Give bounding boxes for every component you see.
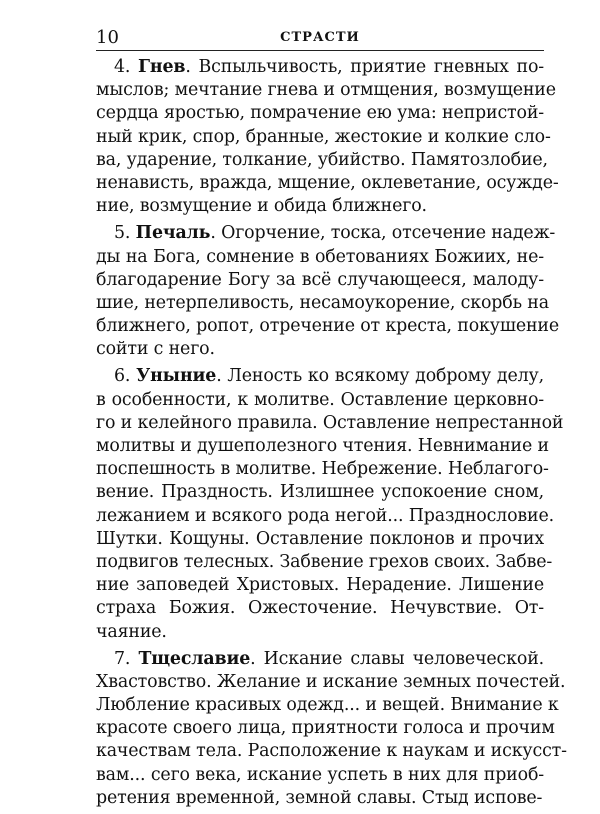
line-text: ближнего, ропот, отречение от креста, покушение — [96, 316, 560, 337]
text-line — [96, 269, 544, 292]
text-line — [96, 435, 549, 458]
line-text: поспешность в молитве. Небрежение. Неблагого- — [96, 459, 549, 480]
line-text: в особенности, к молитве. Оставление церковно- — [96, 389, 544, 410]
text-line — [96, 102, 544, 125]
text-line — [96, 412, 564, 435]
line-text: шие, нетерпеливость, несамоукорение, скорбь на — [96, 292, 549, 313]
item-number: 4. — [114, 57, 139, 77]
text-line — [96, 126, 551, 149]
line-text: ретения временной, земной славы. Стыд испове- — [96, 787, 543, 808]
text-line — [96, 195, 544, 218]
text-line — [96, 717, 555, 740]
text-line — [96, 389, 544, 412]
line-text: ненависть, вражда, мщение, оклеветание, осужде- — [96, 172, 559, 193]
line-text: сердца яростью, помрачение ею ума: непристой- — [96, 103, 544, 124]
line-text: . Огорчение, тоска, отсечение надеж- — [210, 223, 556, 244]
line-text: вам... сего века, искание успеть в них для приоб- — [96, 764, 544, 785]
line-text: . Леность ко всякому доброму делу, — [216, 366, 544, 387]
running-title: СТРАСТИ — [280, 30, 360, 45]
text-line — [96, 292, 549, 315]
text-line — [96, 338, 544, 361]
line-text: ние заповедей Христовых. Нерадение. Лишение — [96, 575, 544, 596]
text-line — [96, 528, 544, 551]
item-number: 7. — [114, 648, 139, 669]
paragraph — [96, 648, 567, 810]
text-line — [96, 172, 559, 195]
text-line — [96, 764, 544, 787]
line-text: ный крик, спор, бранные, жестокие и колкие сло- — [96, 126, 551, 147]
page-header — [96, 24, 544, 50]
text-line — [96, 597, 544, 620]
page-body — [96, 56, 567, 814]
text-line — [96, 481, 544, 504]
line-text: молитвы и душеполезного чтения. Невнимание и — [96, 436, 549, 456]
header-rule — [96, 50, 544, 51]
line-text: Хвастовство. Желание и искание земных почестей. — [96, 671, 566, 692]
text-line — [96, 365, 544, 388]
line-text: благодарение Богу за всё случающееся, малоду- — [96, 269, 544, 290]
line-text: вение. Праздность. Излишнее успокоение сном, — [96, 482, 544, 503]
paragraph — [96, 56, 559, 218]
line-text: го и келейного правила. Оставление непрестанной — [96, 412, 564, 433]
text-line — [96, 315, 560, 338]
text-line — [96, 222, 556, 245]
line-text: страха Божия. Ожесточение. Нечувствие. От- — [96, 598, 544, 619]
passion-term: Уныние — [136, 366, 217, 387]
passion-term: Тщеславие — [138, 648, 251, 669]
text-line — [96, 246, 544, 269]
text-line — [96, 740, 567, 763]
text-line — [96, 505, 555, 528]
text-line — [96, 648, 544, 671]
line-text: чаяние. — [96, 621, 167, 642]
text-line — [96, 458, 549, 481]
paragraph — [96, 365, 564, 643]
passion-term: Гнев — [138, 57, 186, 77]
line-text: сойти с него. — [96, 339, 215, 360]
line-text: Любление красивых одежд... и вещей. Внимание к — [96, 695, 559, 716]
line-text: ние, возмущение и обида ближнего. — [96, 196, 427, 217]
text-line — [96, 574, 544, 597]
text-line — [96, 621, 544, 644]
line-text: красоте своего лица, приятности голоса и прочим — [96, 718, 555, 739]
line-text: мыслов; мечтание гнева и отмщения, возмущение — [96, 80, 556, 101]
line-text: ва, ударение, толкание, убийство. Памятозлобие, — [96, 149, 548, 170]
text-line — [96, 56, 544, 79]
line-text: Шутки. Кощуны. Оставление поклонов и прочих — [96, 528, 544, 549]
text-line — [96, 787, 544, 810]
line-text: . Искание славы человеческой. — [250, 648, 545, 669]
line-text: ды на Бога, сомнение в обетованиях Божиих, не- — [96, 246, 544, 267]
text-line — [96, 79, 556, 102]
page-number: 10 — [96, 27, 119, 48]
line-text: . Вспыльчивость, приятие гневных по- — [185, 57, 544, 77]
line-text: качествам тела. Расположение к наукам и искусст- — [96, 741, 567, 762]
passion-term: Печаль — [135, 223, 211, 244]
paragraph — [96, 222, 560, 361]
line-text: подвигов телесных. Забвение грехов своих. Забве- — [96, 551, 553, 572]
text-line — [96, 551, 553, 574]
text-line — [96, 671, 566, 694]
text-line — [96, 694, 559, 717]
text-line — [96, 149, 548, 172]
item-number: 5. — [114, 223, 136, 244]
item-number: 6. — [114, 366, 137, 387]
line-text: лежанием и всякого рода негой... Празднословие. — [96, 505, 555, 526]
